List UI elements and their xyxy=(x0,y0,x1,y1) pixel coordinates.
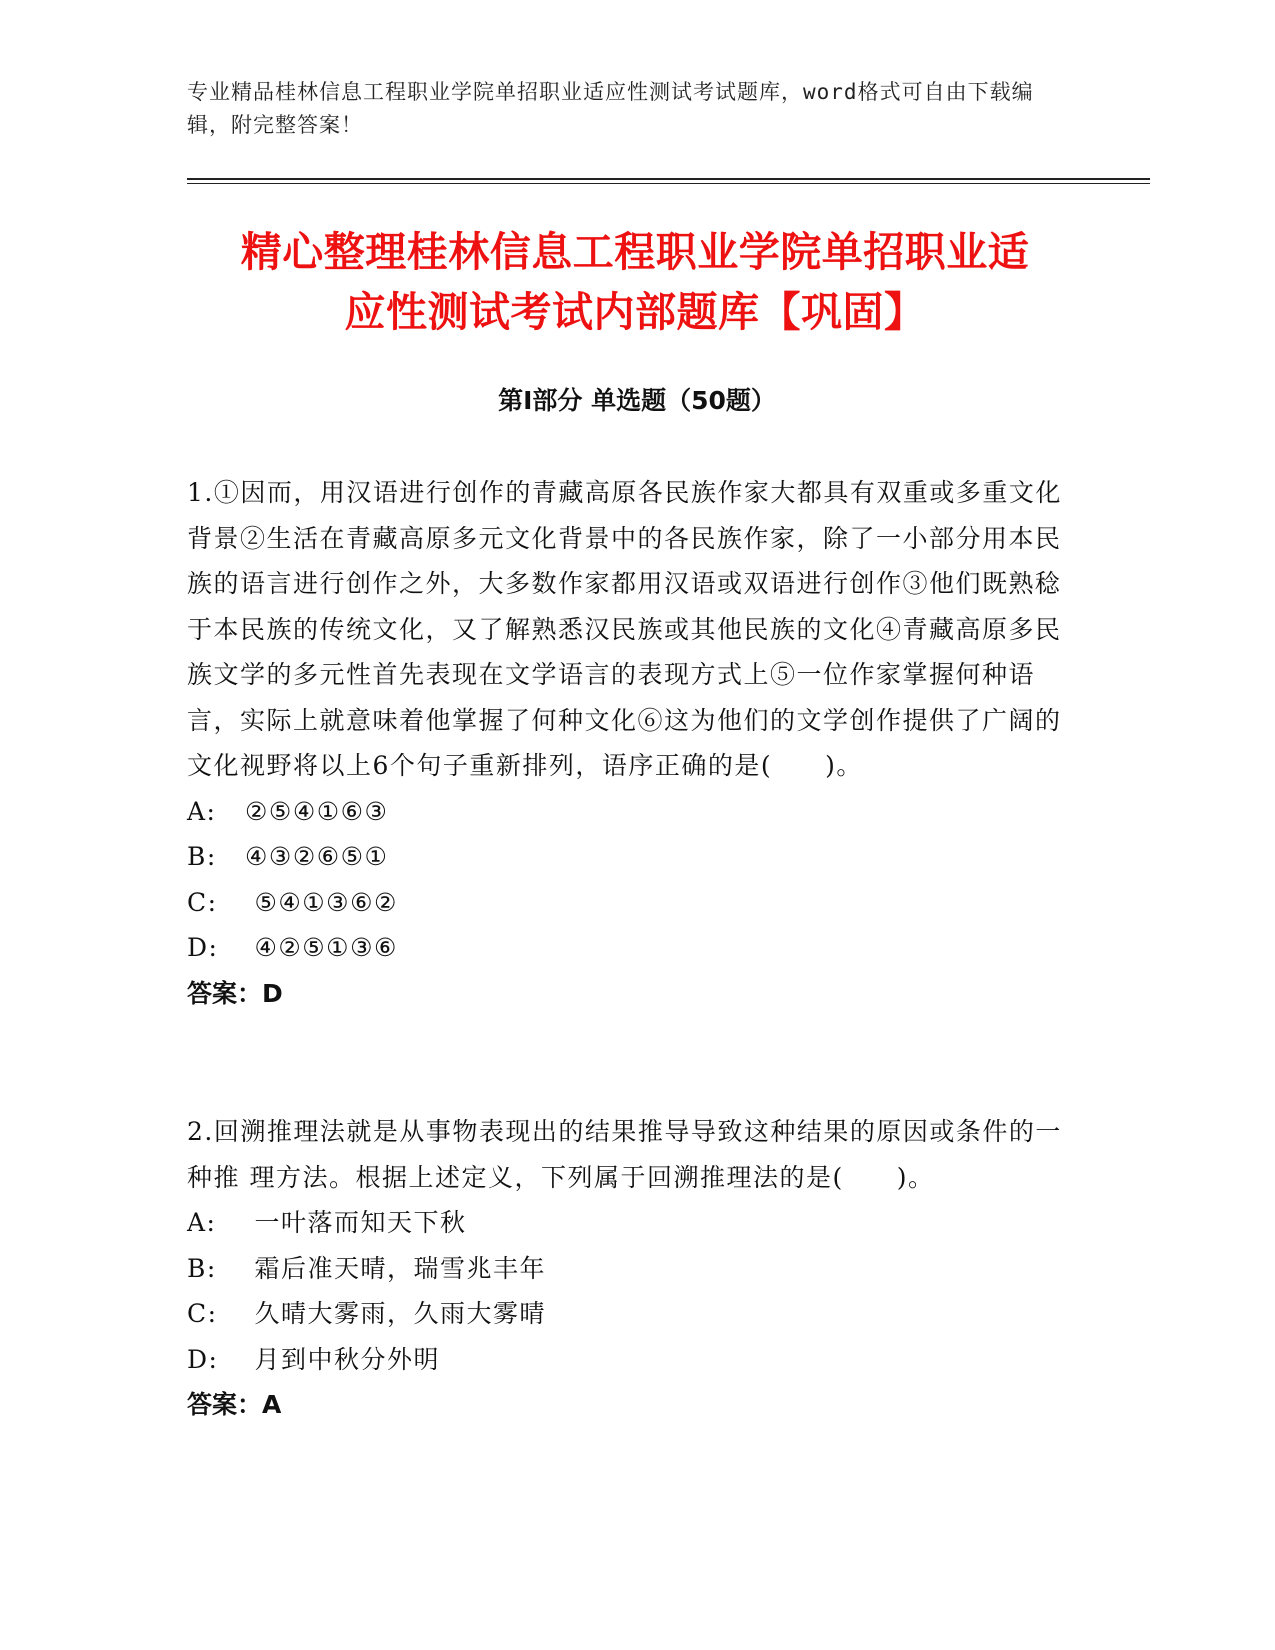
document-title-line-2: 应性测试考试内部题库【巩固】 xyxy=(344,288,926,336)
option-key: C: xyxy=(187,1299,218,1328)
option-key: C: xyxy=(187,887,218,917)
document-title xyxy=(180,222,1090,342)
option-value: 霜后准天晴，瑞雪兆丰年 xyxy=(245,1253,546,1283)
option-d xyxy=(187,925,1067,971)
document-title-line-1: 精心整理桂林信息工程职业学院单招职业适 xyxy=(240,228,1030,276)
option-key: B: xyxy=(187,842,217,871)
question-1 xyxy=(187,470,1067,1016)
option-d xyxy=(187,1337,1067,1383)
option-a xyxy=(187,1200,1067,1246)
option-key: D: xyxy=(187,1344,219,1374)
answer-label: 答案：A xyxy=(187,1390,282,1419)
header-divider-thick xyxy=(187,178,1150,180)
option-key: D: xyxy=(187,933,219,962)
option-b xyxy=(187,834,1067,880)
header-divider-thin xyxy=(187,183,1150,184)
section-heading: 第Ⅰ部分 单选题（50题） xyxy=(498,386,776,415)
option-c xyxy=(187,1291,1067,1337)
option-value: ⑤④①③⑥② xyxy=(245,887,398,917)
question-2 xyxy=(187,1109,1067,1428)
option-value: 久晴大雾雨，久雨大雾晴 xyxy=(245,1299,546,1328)
answer-label: 答案：D xyxy=(187,978,283,1008)
option-key: A: xyxy=(187,796,217,826)
option-value: 一叶落而知天下秋 xyxy=(245,1208,467,1237)
header-note: 专业精品桂林信息工程职业学院单招职业适应性测试考试题库，word格式可自由下载编辑，附完整答案！ xyxy=(187,80,1034,137)
question-text: 2.回溯推理法就是从事物表现出的结果推导导致这种结果的原因或条件的一种推 理方法。根据上述定义，下列属于回溯推理法的是( )。 xyxy=(187,1117,1062,1192)
option-value: 月到中秋分外明 xyxy=(245,1344,440,1374)
option-value: ②⑤④①⑥③ xyxy=(245,796,389,826)
option-c xyxy=(187,880,1067,926)
option-key: A: xyxy=(187,1208,217,1237)
option-key: B: xyxy=(187,1253,217,1283)
option-a xyxy=(187,789,1067,835)
option-value: ④②⑤①③⑥ xyxy=(245,933,398,962)
option-b xyxy=(187,1246,1067,1292)
option-value: ④③②⑥⑤① xyxy=(245,842,389,871)
question-text: 1.①因而，用汉语进行创作的青藏高原各民族作家大都具有双重或多重文化背景②生活在青藏高原多元文化背景中的各民族作家，除了一小部分用本民族的语言进行创作之外，大多数作家都用汉语或双语进行创作③他们既熟稔于本民族的传统文化，又了解熟悉汉民族或其他民族的文化④青藏高原多民族文学的多元性首先表现在文学语言的表现方式上⑤一位作家掌握何种语言，实际上就意味着他掌握了何种文化⑥这为他们的文学创作提供了广阔的文化视野将以上6个句子重新排列，语序正确的是( )。 xyxy=(187,478,1062,780)
